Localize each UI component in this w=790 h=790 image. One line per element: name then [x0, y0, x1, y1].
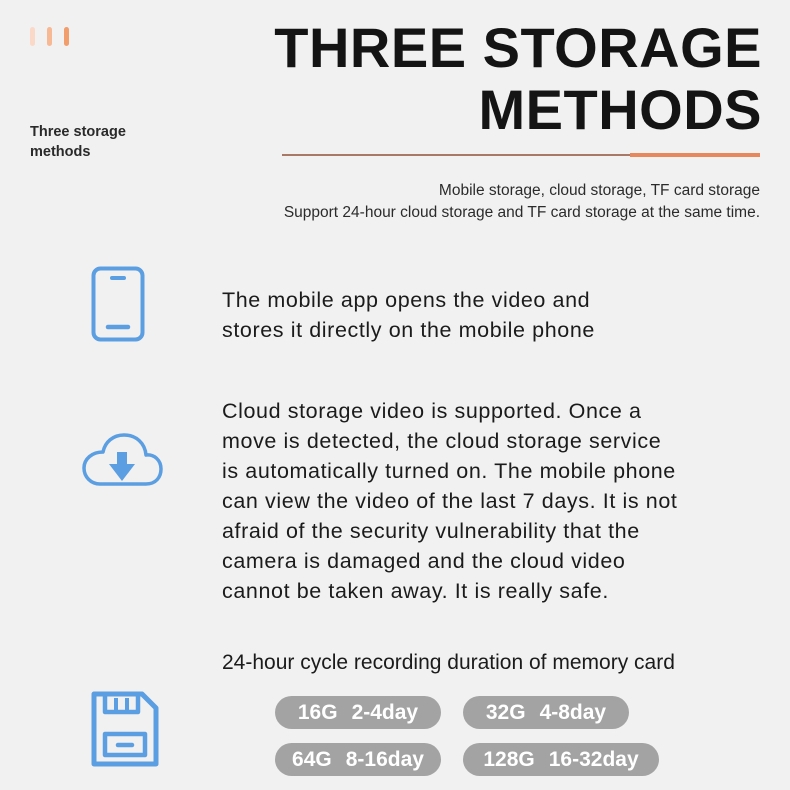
cloud-download-icon: [80, 432, 164, 488]
page-title: [242, 17, 762, 141]
text-line: afraid of the security vulnerability that the: [222, 519, 640, 543]
title-divider-accent: [630, 153, 760, 157]
sd-card-icon: [90, 690, 160, 768]
decor-bar: [64, 27, 69, 46]
capacity-size: 32G: [485, 701, 526, 724]
side-label-line: Three storage: [30, 124, 126, 140]
decor-bar: [30, 27, 35, 46]
text-line: camera is damaged and the cloud video: [222, 549, 626, 573]
text-line: can view the video of the last 7 days. It is not: [222, 489, 678, 513]
capacity-duration: 16-32day: [548, 748, 639, 771]
capacity-pill: [463, 696, 629, 729]
subtitle: [160, 180, 760, 224]
text-line: Cloud storage video is supported. Once a: [222, 399, 642, 423]
capacity-pill: [275, 696, 441, 729]
decor-bar: [47, 27, 52, 46]
mobile-storage-text: [222, 285, 595, 345]
capacity-size: 16G: [297, 701, 338, 724]
capacity-size: 64G: [292, 748, 332, 771]
phone-icon: [90, 266, 146, 342]
cloud-storage-text: [222, 396, 677, 606]
text-line: The mobile app opens the video and: [222, 288, 591, 312]
page-title-line: THREE STORAGE: [274, 16, 762, 79]
capacity-pill: [275, 743, 441, 776]
text-line: cannot be taken away. It is really safe.: [222, 579, 609, 603]
page-title-line: METHODS: [478, 78, 762, 141]
text-line: move is detected, the cloud storage service: [222, 429, 662, 453]
subtitle-line: Mobile storage, cloud storage, TF card storage: [438, 182, 760, 199]
capacity-duration: 8-16day: [345, 748, 424, 771]
side-label-line: methods: [30, 144, 91, 160]
capacity-pill: [463, 743, 659, 776]
side-label: [30, 122, 170, 162]
text-line: is automatically turned on. The mobile phone: [222, 459, 676, 483]
text-line: stores it directly on the mobile phone: [222, 318, 595, 342]
memory-card-heading: 24-hour cycle recording duration of memory card: [222, 651, 675, 674]
capacity-size: 128G: [483, 748, 535, 771]
capacity-duration: 2-4day: [351, 701, 419, 724]
capacity-duration: 4-8day: [539, 701, 607, 724]
subtitle-line: Support 24-hour cloud storage and TF card storage at the same time.: [283, 204, 760, 221]
decorative-bars: [30, 27, 75, 49]
